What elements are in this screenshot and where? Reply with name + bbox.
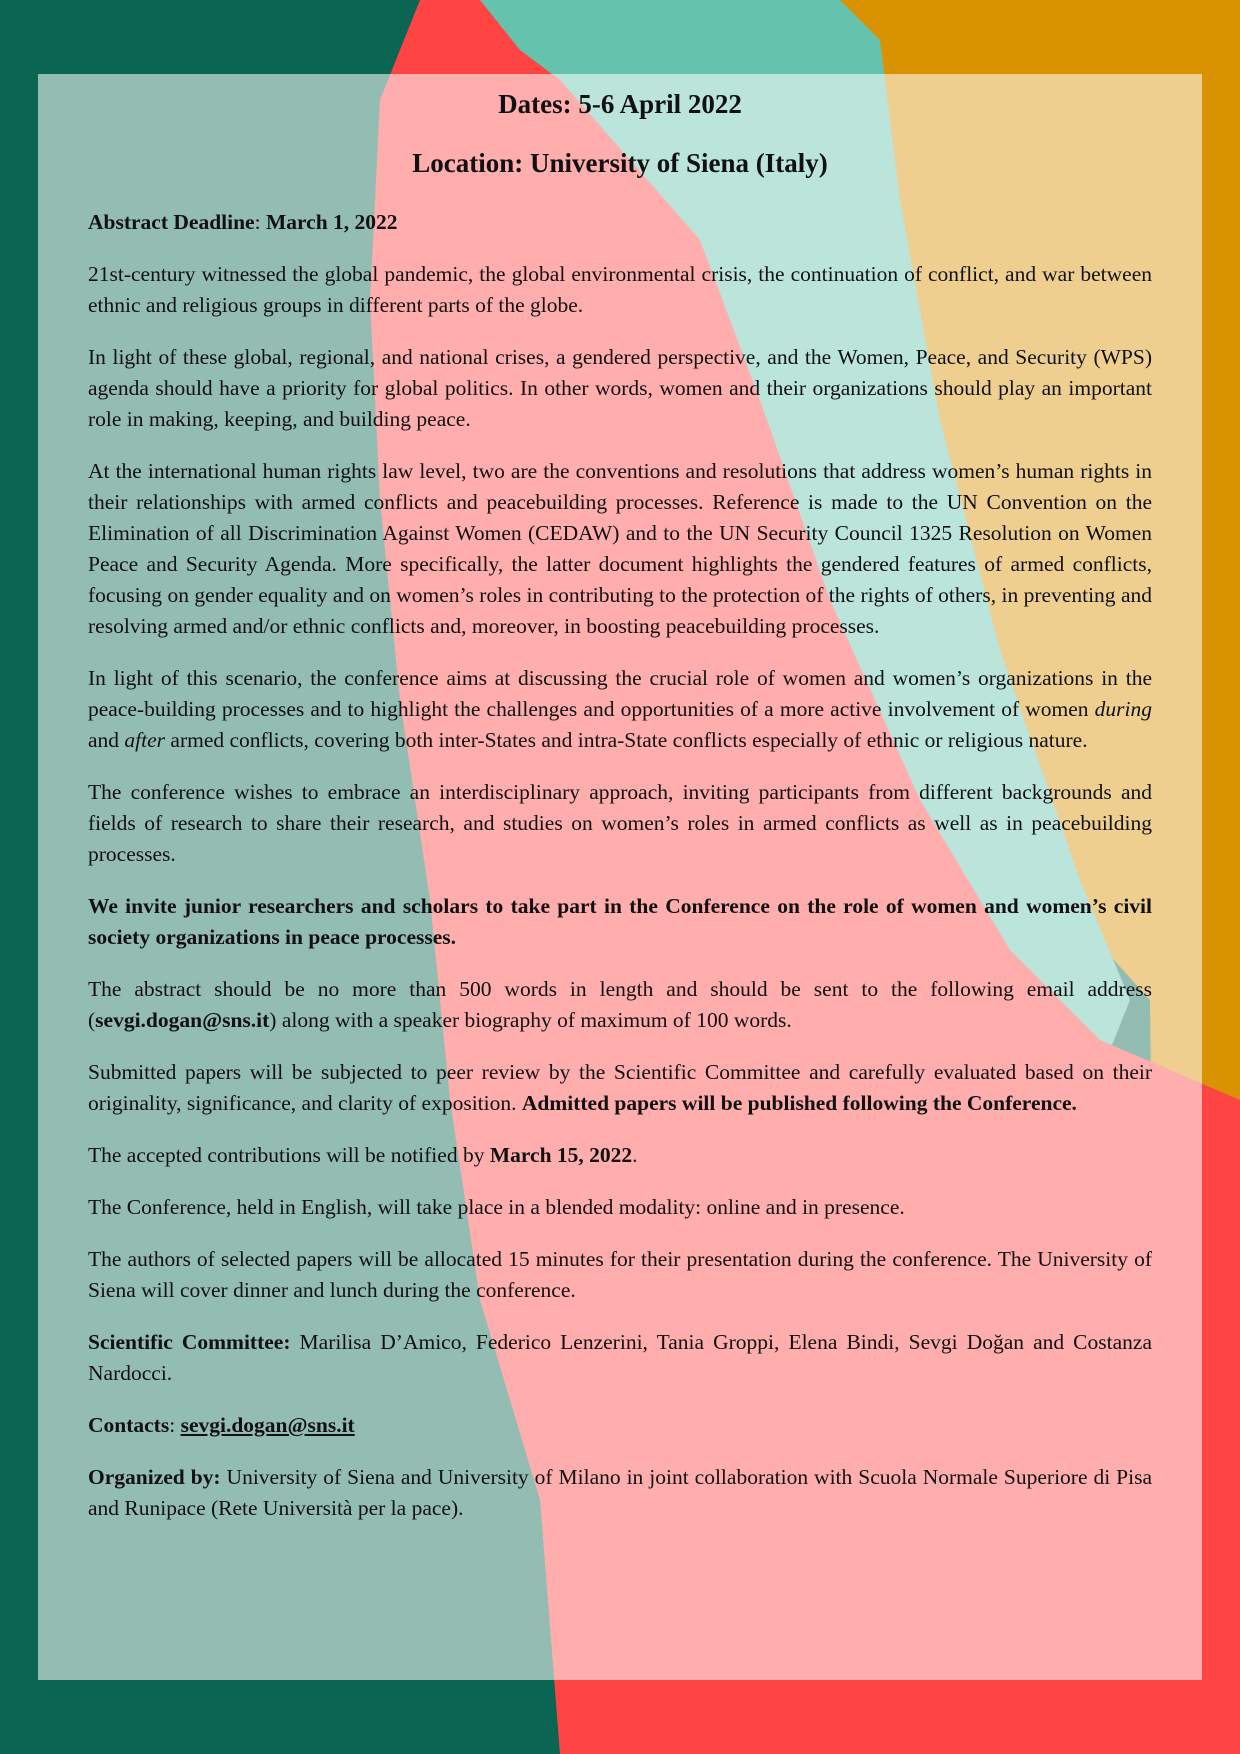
committee-names: Marilisa D’Amico, Federico Lenzerini, Tania Groppi, Elena Bindi, Sevgi Doğan and Costanza Nardocci. <box>88 1329 1152 1385</box>
paragraph-invitation <box>88 891 1152 953</box>
paragraph-peer-review <box>88 1057 1152 1119</box>
deadline-sep: : <box>254 209 266 234</box>
abstract-deadline <box>88 207 1152 238</box>
paragraph-human-rights: At the international human rights law level, two are the conventions and resolutions that address women’s human rights in their relationships with armed conflicts and peacebuilding processes. Reference is made to the UN Convention on the Elimination of all Discrimination Against Women (CEDAW) and to the UN Security Council 1325 Resolution on Women Peace and Security Agenda. More specifically, the latter document highlights the gendered features of armed conflicts, focusing on gender equality and on women’s roles in contributing to the protection of the rights of others, in preventing and resolving armed and/or ethnic conflicts and, moreover, in boosting peacebuilding processes. <box>88 458 1152 638</box>
organizers-text: University of Siena and University of Milano in joint collaboration with Scuola Normale Superiore di Pisa and Runipace (Rete Università per la pace). <box>88 1464 1152 1520</box>
submission-email[interactable]: sevgi.dogan@sns.it <box>95 1007 270 1032</box>
contacts-label: Contacts <box>88 1412 170 1437</box>
invitation-text: We invite junior researchers and scholars to take part in the Conference on the role of women and women’s civil society organizations in peace processes. <box>88 893 1152 949</box>
contacts-email-link[interactable]: sevgi.dogan@sns.it <box>180 1412 355 1437</box>
aims-text-a: In light of this scenario, the conference aims at discussing the crucial role of women and women’s organizations in the peace-building processes and to highlight the challenges and opportunities of a more active involvement of women <box>88 665 1152 721</box>
organizers <box>88 1462 1152 1524</box>
notification-date: March 15, 2022 <box>489 1142 633 1167</box>
aims-after: after <box>124 727 166 752</box>
paragraph-interdisciplinary: The conference wishes to embrace an interdisciplinary approach, inviting participants from different backgrounds and fields of research to share their research, and studies on women’s roles in armed conflicts as well as in peacebuilding processes. <box>88 779 1152 866</box>
deadline-value: March 1, 2022 <box>265 209 398 234</box>
notification-text-a: The accepted contributions will be notified by <box>88 1142 490 1167</box>
aims-during: during <box>1094 696 1152 721</box>
content-panel <box>38 74 1202 1680</box>
paragraph-abstract-submission <box>88 974 1152 1036</box>
paragraph-presentation: The authors of selected papers will be allocated 15 minutes for their presentation during the conference. The University of Siena will cover dinner and lunch during the conference. <box>88 1246 1152 1302</box>
paragraph-wps: In light of these global, regional, and national crises, a gendered perspective, and the Women, Peace, and Security (WPS) agenda should have a priority for global politics. In other words, women and their organizations should play an important role in making, keeping, and building peace. <box>88 344 1152 431</box>
aims-text-b: armed conflicts, covering both inter-States and intra-State conflicts especially of ethnic or religious nature. <box>165 727 1088 752</box>
review-publication-note: Admitted papers will be published following the Conference. <box>521 1090 1077 1115</box>
scientific-committee <box>88 1327 1152 1389</box>
paragraph-modality: The Conference, held in English, will take place in a blended modality: online and in presence. <box>88 1194 905 1219</box>
paragraph-notification <box>88 1140 1152 1171</box>
submission-text-b: ) along with a speaker biography of maximum of 100 words. <box>269 1007 792 1032</box>
event-location: Location: University of Siena (Italy) <box>412 148 828 179</box>
aims-and: and <box>88 727 125 752</box>
paragraph-intro: 21st-century witnessed the global pandemic, the global environmental crisis, the continuation of conflict, and war between ethnic and religious groups in different parts of the globe. <box>88 261 1152 317</box>
paragraph-conference-aims <box>88 663 1152 756</box>
deadline-label: Abstract Deadline <box>88 209 255 234</box>
contacts-sep: : <box>169 1412 181 1437</box>
event-dates: Dates: 5-6 April 2022 <box>498 89 742 119</box>
organizers-label: Organized by: <box>88 1464 221 1489</box>
committee-label: Scientific Committee: <box>88 1329 291 1354</box>
contacts <box>88 1410 1152 1441</box>
review-text: Submitted papers will be subjected to peer review by the Scientific Committee and carefully evaluated based on their originality, significance, and clarity of exposition. <box>88 1059 1152 1115</box>
notification-text-b: . <box>632 1142 638 1167</box>
submission-text-a: The abstract should be no more than 500 words in length and should be sent to the following email address ( <box>88 976 1152 1032</box>
